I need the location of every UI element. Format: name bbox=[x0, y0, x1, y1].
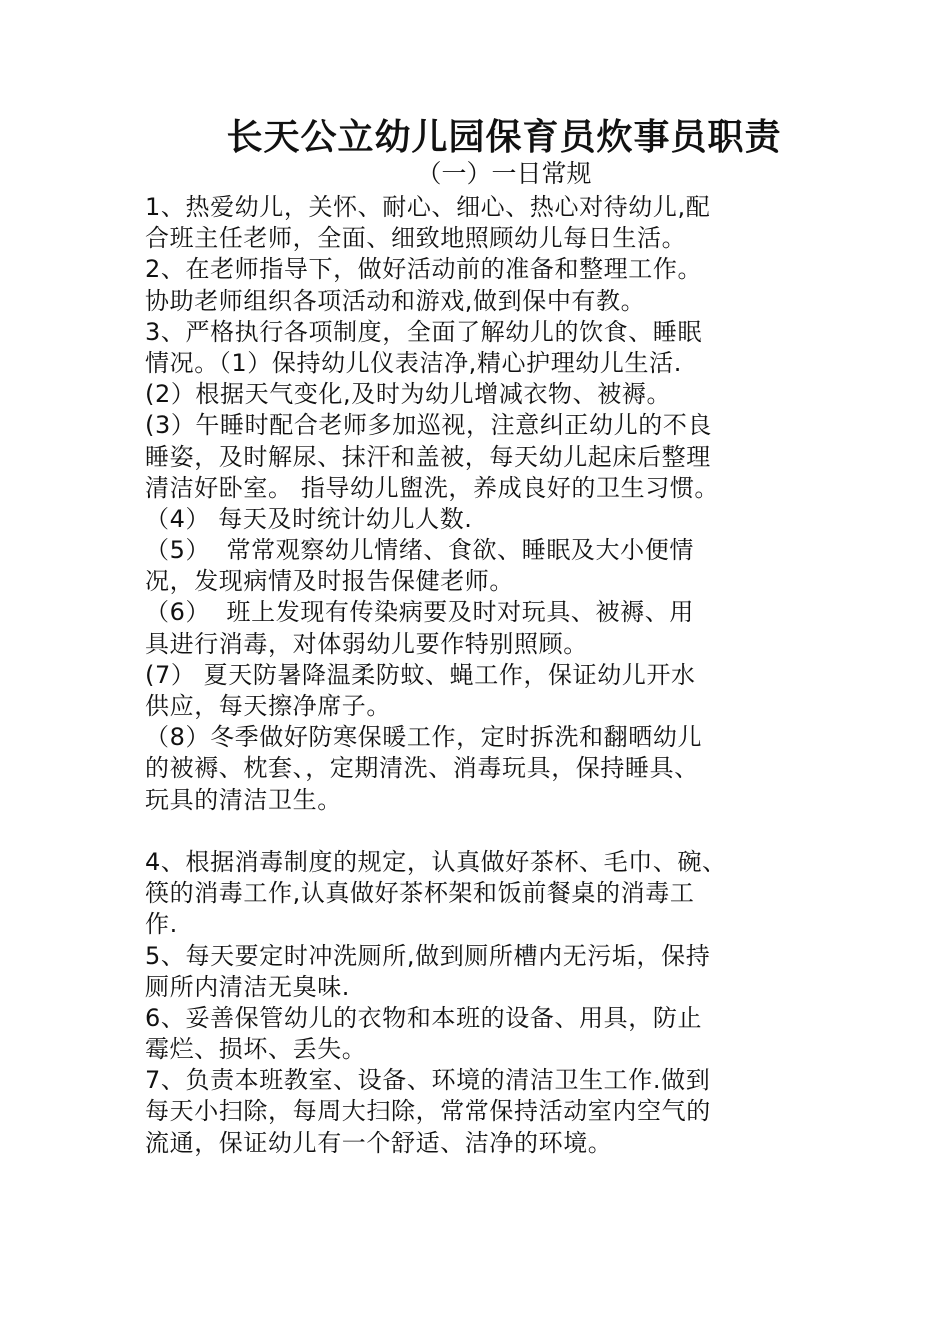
text-line: 6、妥善保管幼儿的衣物和本班的设备、用具，防止 bbox=[145, 1003, 703, 1032]
text-line: 厕所内清洁无臭味. bbox=[145, 972, 351, 1001]
text-line: 合班主任老师，全面、细致地照顾幼儿每日生活。 bbox=[145, 224, 687, 253]
text-line: 1、热爱幼儿，关怀、耐心、细心、热心对待幼儿,配 bbox=[145, 193, 711, 221]
text-line: (3）午睡时配合老师多加巡视，注意纠正幼儿的不良 bbox=[145, 411, 713, 440]
text-line: （4） 每天及时统计幼儿人数. bbox=[145, 504, 473, 533]
text-line: 具进行消毒，对体弱幼儿要作特别照顾。 bbox=[145, 629, 588, 658]
text-line: （5） 常常观察幼儿情绪、食欲、睡眠及大小便情 bbox=[145, 536, 694, 565]
text-line: 2、在老师指导下，做好活动前的准备和整理工作。 bbox=[145, 255, 703, 284]
text-line: 供应，每天擦净席子。 bbox=[145, 692, 391, 720]
text-line: (2）根据天气变化,及时为幼儿增减衣物、被褥。 bbox=[145, 380, 672, 409]
document-body bbox=[145, 192, 813, 1159]
section-heading: （一）一日常规 bbox=[416, 159, 592, 188]
text-line: 霉烂、损坏、丢失。 bbox=[145, 1035, 367, 1064]
text-line: 的被褥、枕套、，定期清洗、消毒玩具，保持睡具、 bbox=[145, 754, 699, 783]
text-line: （6） 班上发现有传染病要及时对玩具、被褥、用 bbox=[145, 598, 694, 627]
text-line: 4、根据消毒制度的规定，认真做好茶杯、毛巾、碗、 bbox=[145, 847, 727, 876]
text-line: 情况。（1）保持幼儿仪表洁净,精心护理幼儿生活. bbox=[145, 348, 682, 377]
text-line: 清洁好卧室。 指导幼儿盥洗，养成良好的卫生习惯。 bbox=[145, 473, 720, 502]
text-line: 睡姿，及时解尿、抹汗和盖被，每天幼儿起床后整理 bbox=[145, 442, 711, 471]
blank-line bbox=[145, 816, 813, 847]
text-line: 玩具的清洁卫生。 bbox=[145, 785, 342, 814]
text-line: 作. bbox=[145, 910, 178, 939]
text-line: 流通，保证幼儿有一个舒适、洁净的环境。 bbox=[145, 1128, 613, 1157]
text-line: 7、负责本班教室、设备、环境的清洁卫生工作.做到 bbox=[145, 1066, 711, 1095]
text-line: (7） 夏天防暑降温柔防蚊、蝇工作，保证幼儿开水 bbox=[145, 660, 696, 689]
text-line: 况，发现病情及时报告保健老师。 bbox=[145, 567, 514, 596]
text-line: 每天小扫除，每周大扫除，常常保持活动室内空气的 bbox=[145, 1097, 711, 1126]
text-line: 筷的消毒工作,认真做好茶杯架和饭前餐桌的消毒工 bbox=[145, 879, 695, 908]
text-line: 5、每天要定时冲洗厕所,做到厕所槽内无污垢，保持 bbox=[145, 941, 711, 970]
text-line: 协助老师组织各项活动和游戏,做到保中有教。 bbox=[145, 286, 646, 315]
text-line: 3、严格执行各项制度，全面了解幼儿的饮食、睡眠 bbox=[145, 317, 703, 346]
text-line: （8）冬季做好防寒保暖工作，定时拆洗和翻晒幼儿 bbox=[145, 723, 703, 752]
document-title: 长天公立幼儿园保育员炊事员职责 bbox=[226, 117, 782, 158]
